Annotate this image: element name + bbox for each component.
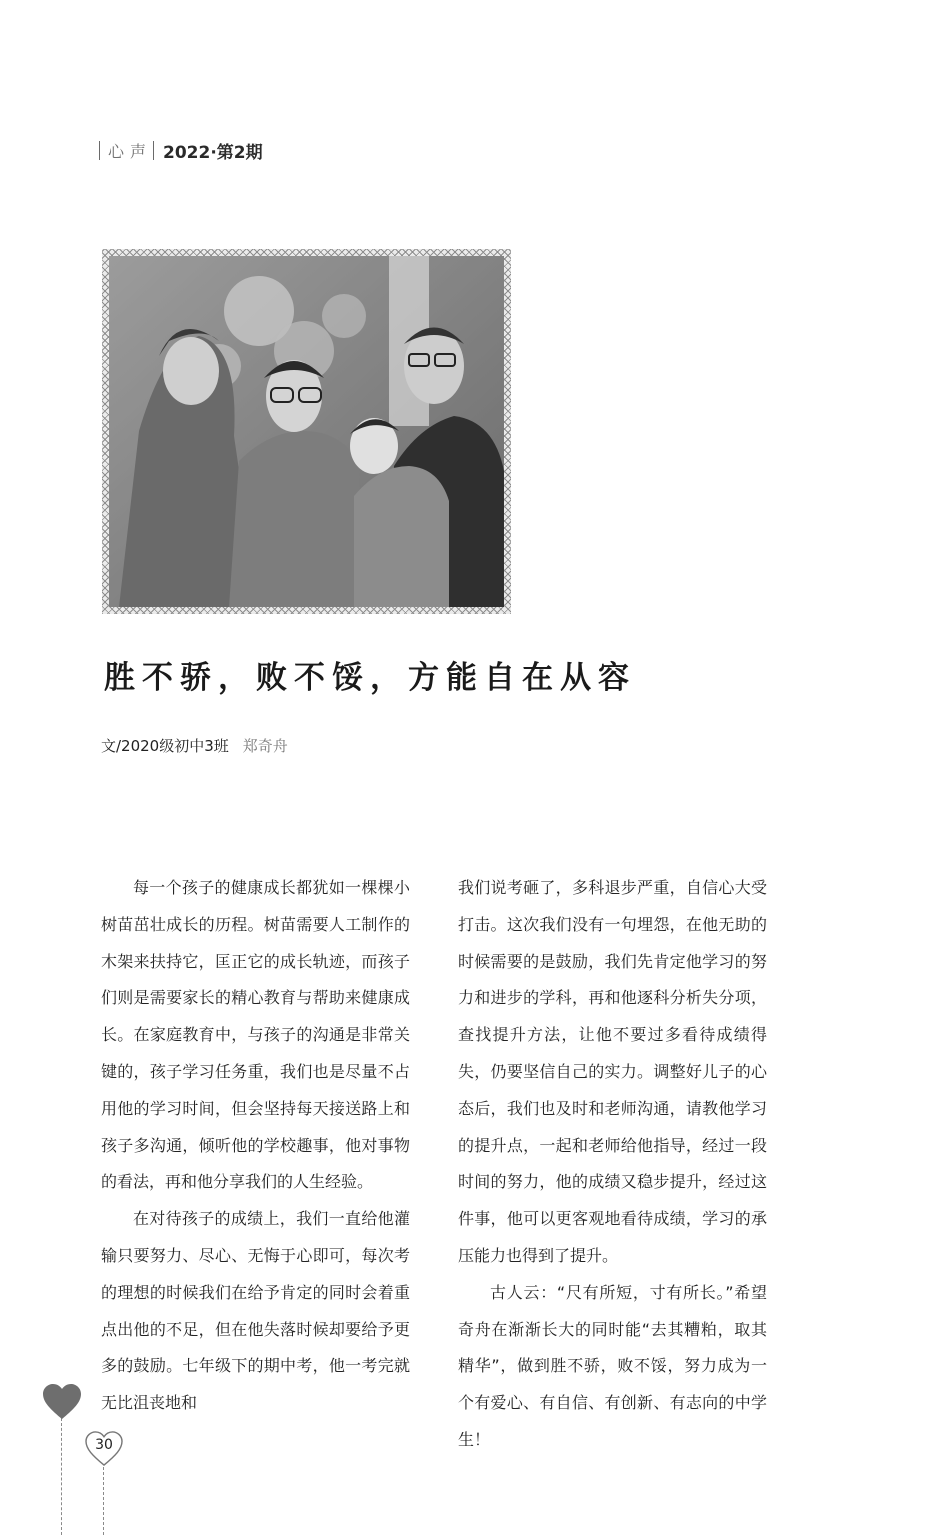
running-header	[99, 138, 263, 162]
article-title: 胜不骄，败不馁，方能自在从容	[104, 660, 636, 696]
header-divider	[99, 141, 100, 160]
paragraph: 古人云：“尺有所短，寸有所长。”希望奇舟在渐渐长大的同时能“去其糟粕，取其精华”，做到胜不骄，败不馁，努力成为一个有爱心、有自信、有创新、有志向的中学生！	[458, 1282, 767, 1449]
page-number: 30	[95, 1437, 113, 1453]
issue-label: 2022·第2期	[163, 142, 263, 163]
paragraph: 每一个孩子的健康成长都犹如一棵棵小树苗茁壮成长的历程。树苗需要人工制作的木架来扶持它，匡正它的成长轨迹，而孩子们则是需要家长的精心教育与帮助来健康成长。在家庭教育中，与孩子的沟通是非常关键的，孩子学习任务重，我们也是尽量不占用他的学习时间，但会坚持每天接送路上和孩子多沟通，倾听他的学校趣事，他对事物的看法，再和他分享我们的人生经验。	[101, 878, 410, 1192]
byline-class: 文/2020级初中3班	[101, 737, 229, 755]
paragraph: 在对待孩子的成绩上，我们一直给他灌输只要努力、尽心、无悔于心即可，每次考的理想的时候我们在给予肯定的同时会着重点出他的不足，但在他失落时候却要给予更多的鼓励。七年级下的期中考，他一考完就无比沮丧地和	[101, 1209, 410, 1413]
byline	[101, 735, 288, 756]
column-name: 心声	[108, 141, 153, 161]
photo-frame	[102, 249, 511, 614]
body-column-right	[458, 870, 767, 1459]
decorative-dashed-line	[103, 1462, 104, 1535]
author-name: 郑奇舟	[242, 737, 288, 755]
paragraph: 我们说考砸了，多科退步严重，自信心大受打击。这次我们没有一句埋怨，在他无助的时候需要的是鼓励，我们先肯定他学习的努力和进步的学科，再和他逐科分析失分项，查找提升方法，让他不要过多看待成绩得失，仍要坚信自己的实力。调整好儿子的心态后，我们也及时和老师沟通，请教他学习的提升点，一起和老师给他指导，经过一段时间的努力，他的成绩又稳步提升，经过这件事，他可以更客观地看待成绩，学习的承压能力也得到了提升。	[458, 878, 767, 1265]
header-divider	[153, 141, 154, 160]
family-photo	[109, 256, 504, 607]
decorative-dashed-line	[61, 1418, 62, 1535]
heart-icon	[42, 1383, 82, 1421]
body-column-left	[101, 870, 410, 1422]
